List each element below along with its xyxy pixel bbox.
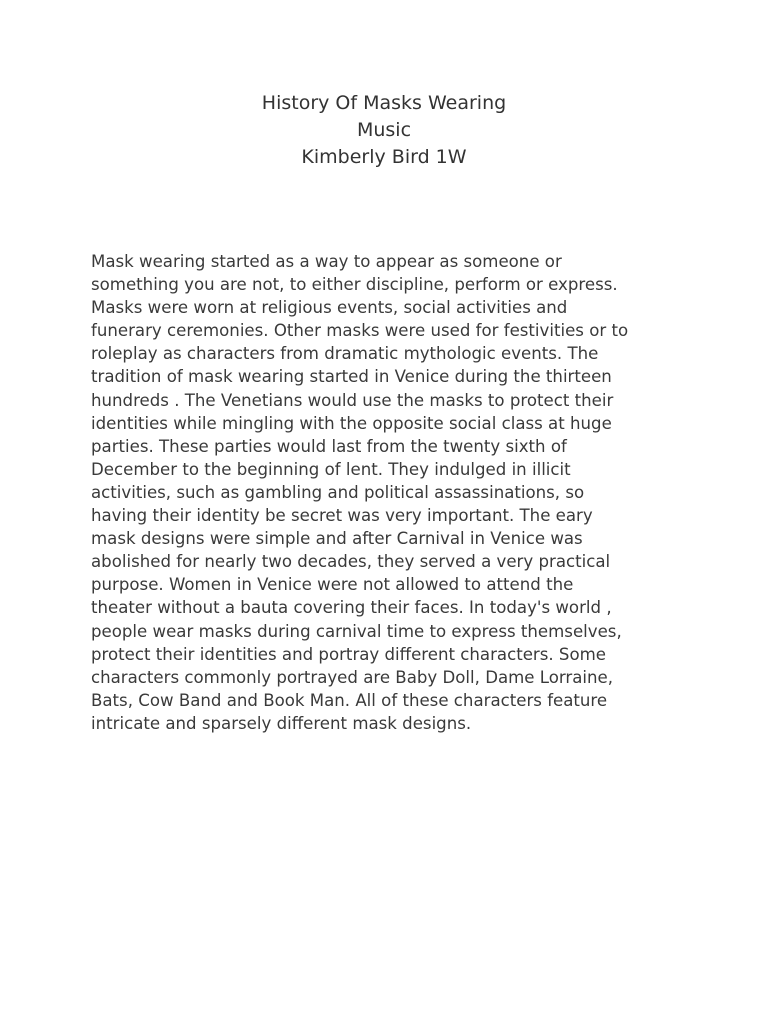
paragraph-line: having their identity be secret was very important. The eary [91, 506, 593, 526]
paragraph-line: intricate and sparsely different mask designs. [91, 713, 472, 733]
paragraph-line: funerary ceremonies. Other masks were used for festivities or to [91, 321, 629, 341]
paragraph-line: mask designs were simple and after Carnival in Venice was [91, 529, 583, 549]
paragraph-line: Bats, Cow Band and Book Man. All of these characters feature [91, 690, 608, 710]
document-title [0, 90, 768, 171]
paragraph-line: protect their identities and portray different characters. Some [91, 644, 606, 664]
subject-line: Music [356, 119, 412, 141]
paragraph-line: purpose. Women in Venice were not allowed to attend the [91, 575, 574, 595]
paragraph-line: activities, such as gambling and political assassinations, so [91, 482, 585, 502]
paragraph-line: December to the beginning of lent. They indulged in illicit [91, 459, 571, 479]
paragraph-line: parties. These parties would last from the twenty sixth of [91, 436, 567, 456]
paragraph-line: Mask wearing started as a way to appear as someone or [91, 252, 562, 271]
paragraph-line: identities while mingling with the opposite social class at huge [91, 413, 612, 433]
body-paragraph [91, 250, 681, 735]
paragraph-line: hundreds . The Venetians would use the masks to protect their [91, 390, 614, 410]
paragraph-line: people wear masks during carnival time to express themselves, [91, 621, 622, 641]
paragraph-line: theater without a bauta covering their faces. In today's world , [91, 598, 612, 618]
paragraph-line: something you are not, to either discipline, perform or express. [91, 275, 618, 295]
paragraph-line: abolished for nearly two decades, they served a very practical [91, 552, 611, 572]
paragraph-line: roleplay as characters from dramatic mythologic events. The [91, 344, 599, 364]
paragraph-line: characters commonly portrayed are Baby Doll, Dame Lorraine, [91, 667, 614, 687]
title-line: History Of Masks Wearing [261, 92, 507, 114]
author-line: Kimberly Bird 1W [301, 146, 467, 168]
paragraph-line: tradition of mask wearing started in Venice during the thirteen [91, 367, 612, 387]
paragraph-line: Masks were worn at religious events, social activities and [91, 298, 568, 318]
